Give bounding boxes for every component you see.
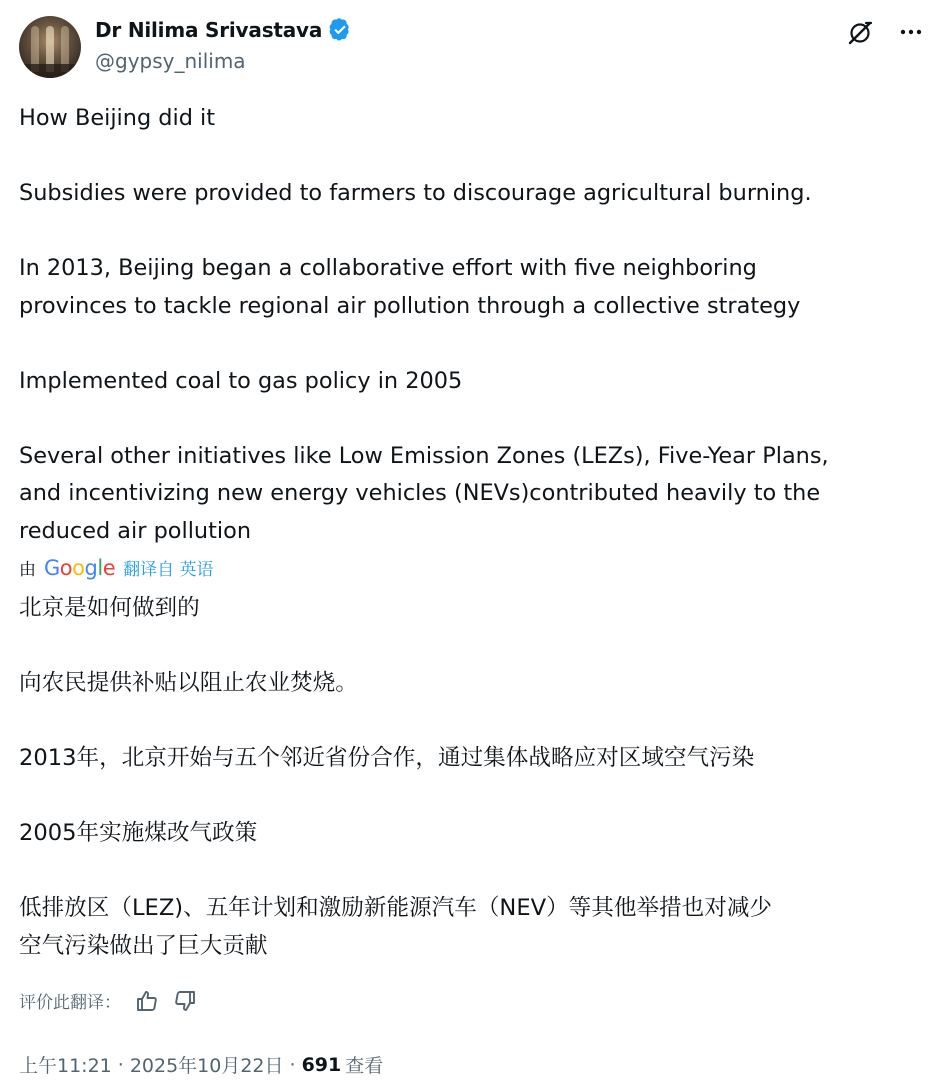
meta-separator: · — [117, 1053, 124, 1076]
post-text — [19, 100, 924, 550]
translated-paragraph: 北京是如何做到的 — [19, 595, 200, 621]
post-date[interactable]: 2025年10月22日 — [129, 1055, 284, 1077]
post-paragraph: Several other initiatives like Low Emission Zones (LEZs), Five-Year Plans, and incentivizing new energy vehicles (NEVs)contributed heavily to the reduced air pollution — [19, 442, 829, 544]
google-logo: Google — [44, 555, 116, 580]
rate-translation — [19, 988, 197, 1013]
post-meta — [19, 1051, 383, 1078]
translated-paragraph: 2013年，北京开始与五个邻近省份合作，通过集体战略应对区域空气污染 — [19, 745, 755, 771]
thumbs-down-icon[interactable] — [173, 989, 197, 1013]
author-handle[interactable]: @gypsy_nilima — [95, 49, 246, 73]
translation-attribution — [19, 555, 214, 580]
views-count: 691 — [301, 1053, 342, 1076]
post-paragraph: How Beijing did it — [19, 105, 216, 131]
rate-translation-label: 评价此翻译： — [19, 993, 121, 1013]
post-paragraph: In 2013, Beijing began a collaborative effort with five neighboring provinces to tackle regional air pollution through a collective strategy — [19, 255, 801, 319]
author-display-name[interactable]: Dr Nilima Srivastava — [95, 18, 323, 42]
verified-badge-icon — [328, 18, 352, 42]
post-paragraph: Subsidies were provided to farmers to discourage agricultural burning. — [19, 180, 812, 206]
views-label: 查看 — [345, 1055, 384, 1077]
translated-by-label: 由 — [19, 560, 36, 580]
translated-paragraph: 低排放区（LEZ)、五年计划和激励新能源汽车（NEV）等其他举措也对减少 空气污染做出了巨大贡献 — [19, 895, 773, 959]
post-time[interactable]: 上午11:21 — [19, 1055, 112, 1077]
header-actions — [846, 18, 924, 46]
more-icon[interactable] — [898, 19, 924, 45]
translated-paragraph: 向农民提供补贴以阻止农业焚烧。 — [19, 670, 358, 696]
translated-from-link[interactable]: 翻译自 英语 — [123, 560, 214, 580]
thumbs-up-icon[interactable] — [135, 989, 159, 1013]
post-header — [19, 16, 924, 80]
meta-separator: · — [289, 1053, 296, 1076]
grok-icon[interactable] — [846, 18, 874, 46]
post-paragraph: Implemented coal to gas policy in 2005 — [19, 367, 463, 394]
translated-text — [19, 590, 924, 965]
author-name-row — [95, 18, 352, 42]
avatar[interactable] — [19, 16, 81, 78]
translated-paragraph: 2005年实施煤改气政策 — [19, 820, 258, 846]
